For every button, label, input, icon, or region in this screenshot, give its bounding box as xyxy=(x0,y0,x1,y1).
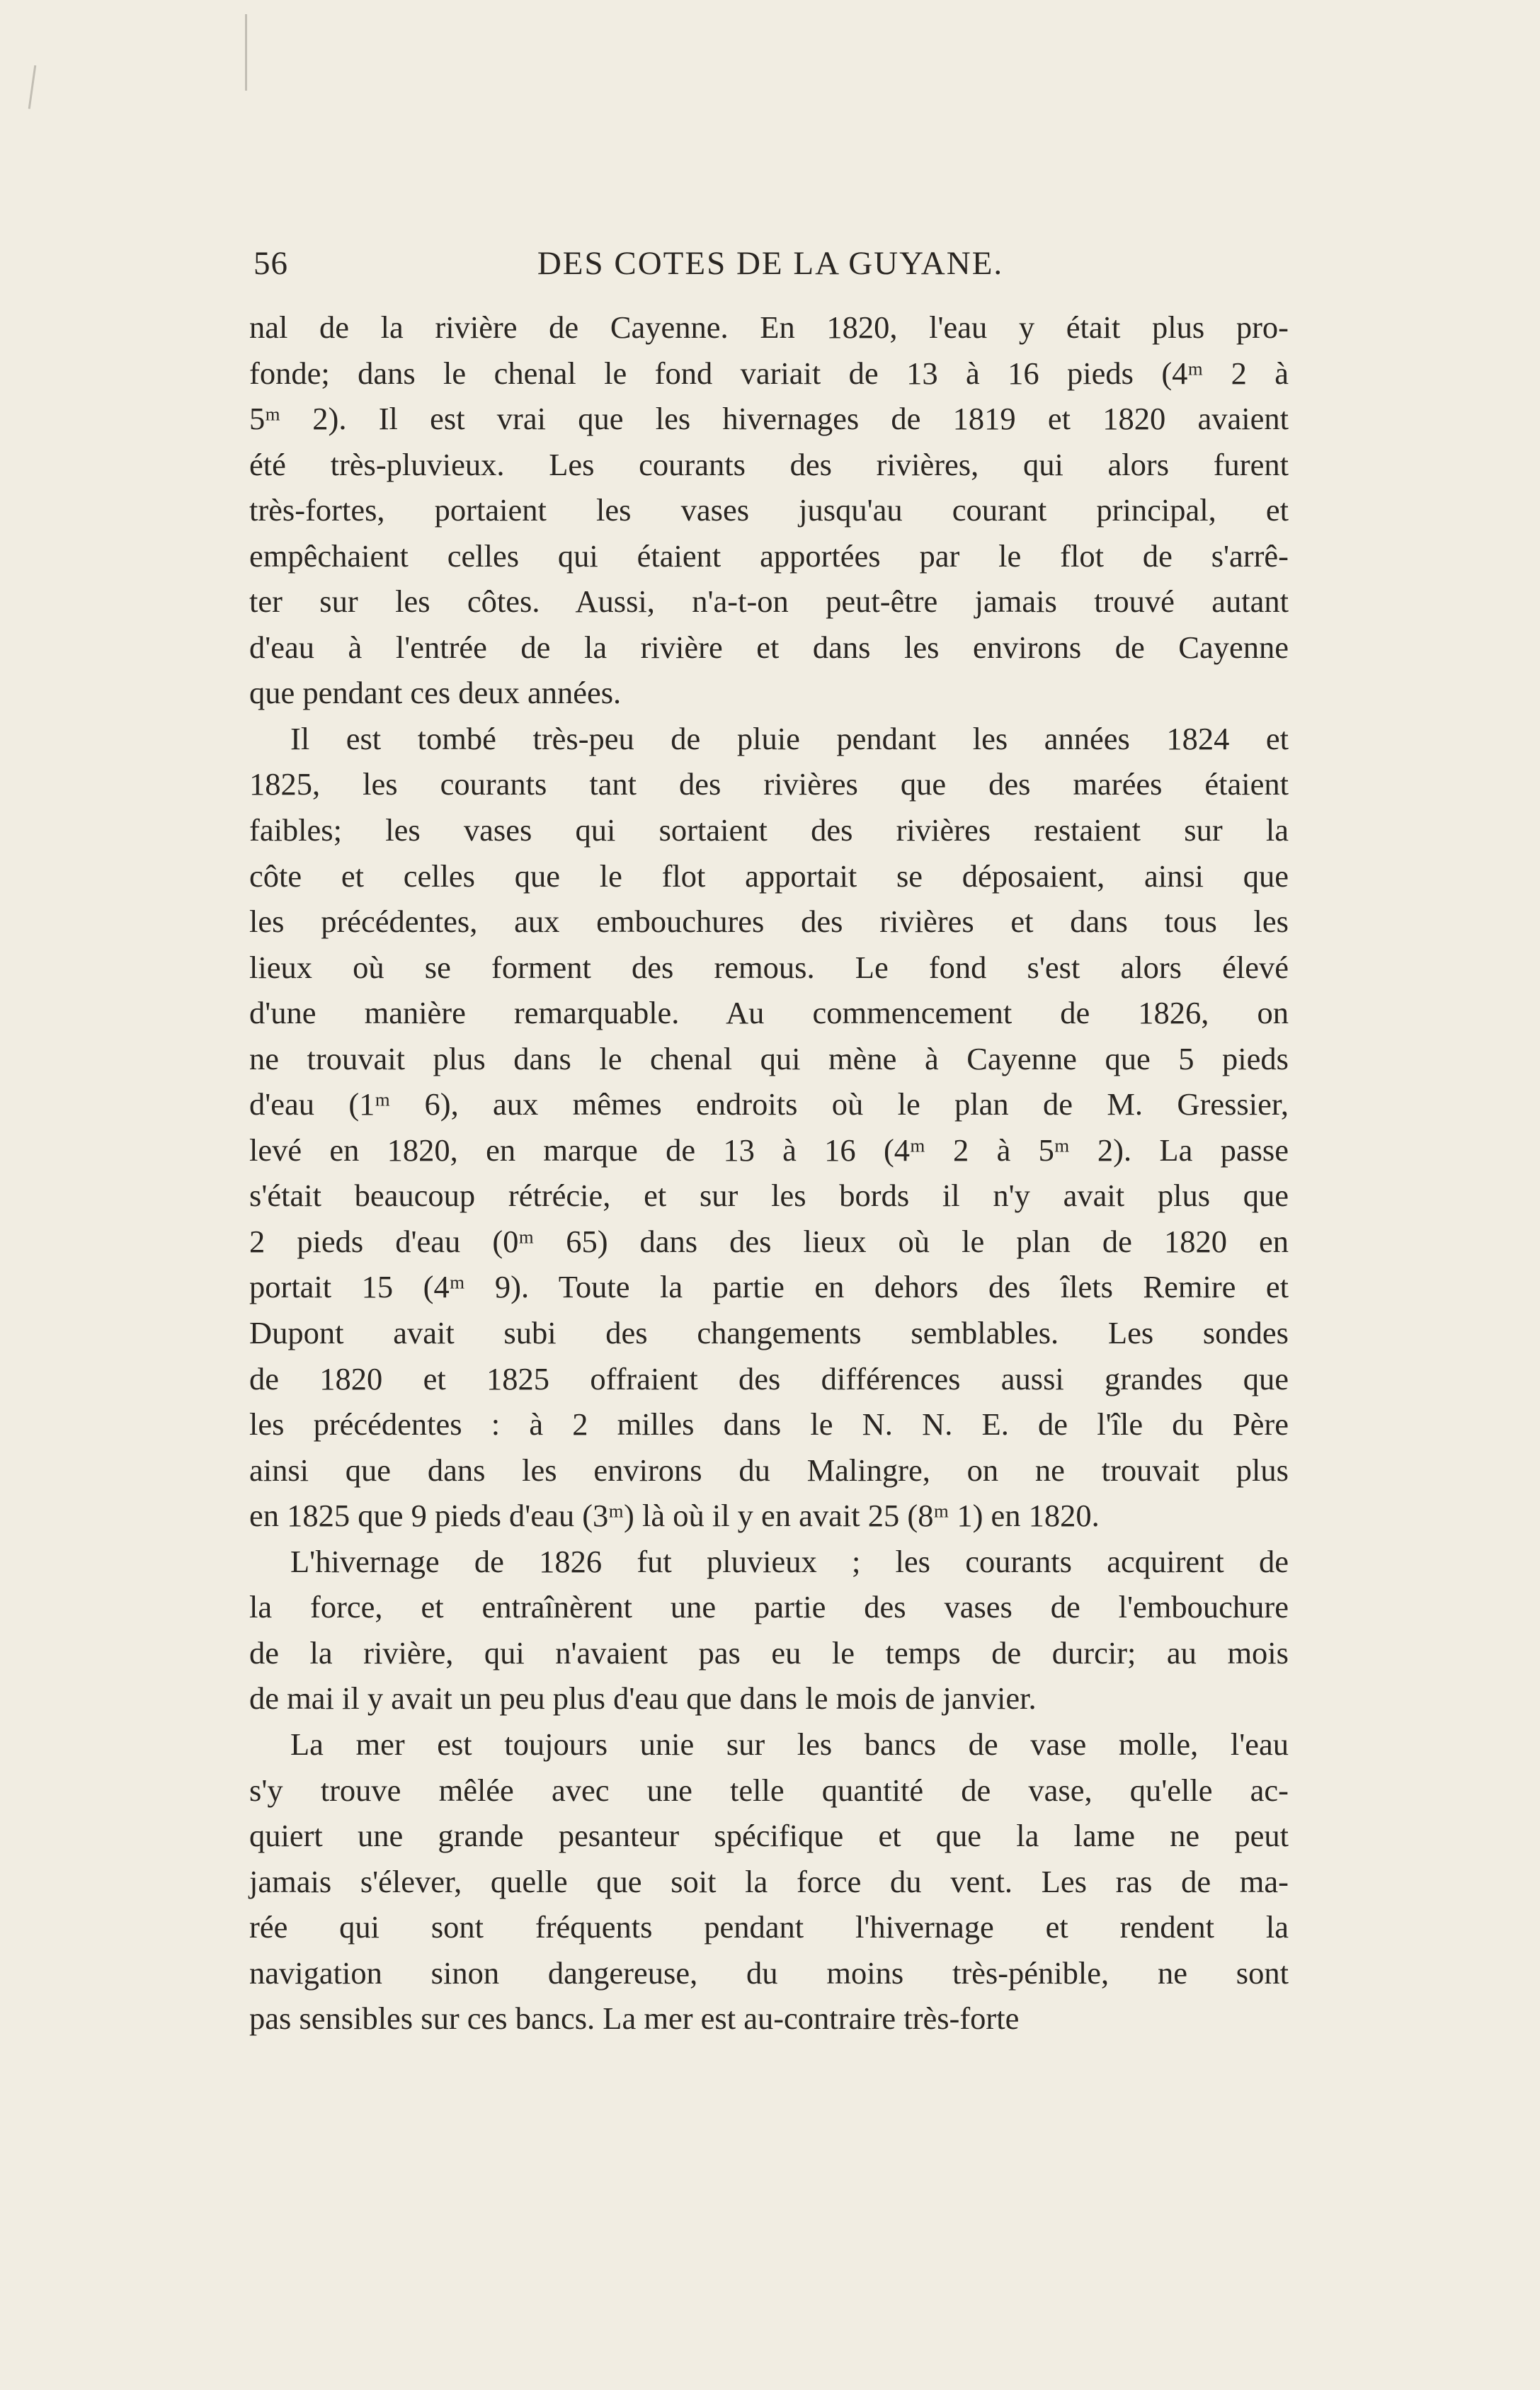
text-line: de 1820 et 1825 offraient des différences aussi grandes que xyxy=(249,1360,1289,1396)
text-line: côte et celles que le flot apportait se déposaient, ainsi que xyxy=(249,858,1289,894)
text-line: L'hivernage de 1826 fut pluvieux ; les courants acquirent de xyxy=(290,1543,1289,1579)
paragraph xyxy=(249,1722,1289,2042)
body-text xyxy=(249,305,1289,2042)
text-line: ter sur les côtes. Aussi, n'a-t-on peut-être jamais trouvé autant xyxy=(249,584,1289,620)
text-line: d'une manière remarquable. Au commencement de 1826, on xyxy=(249,995,1289,1031)
margin-mark-top xyxy=(245,14,247,91)
text-line: ne trouvait plus dans le chenal qui mène à Cayenne que 5 pieds xyxy=(249,1040,1289,1076)
running-title: DES COTES DE LA GUYANE. xyxy=(537,245,1004,282)
page-header xyxy=(253,238,1287,289)
paragraph xyxy=(249,305,1289,716)
text-line: d'eau (1ᵐ 6), aux mêmes endroits où le plan de M. Gressier, xyxy=(249,1086,1289,1122)
text-line: ainsi que dans les environs du Malingre, on ne trouvait plus xyxy=(249,1452,1289,1488)
text-line: 2 pieds d'eau (0ᵐ 65) dans des lieux où le plan de 1820 en xyxy=(249,1223,1289,1259)
text-line: d'eau à l'entrée de la rivière et dans les environs de Cayenne xyxy=(249,629,1289,665)
text-line: s'y trouve mêlée avec une telle quantité de vase, qu'elle ac- xyxy=(249,1772,1289,1808)
text-line: portait 15 (4ᵐ 9). Toute la partie en dehors des îlets Remire et xyxy=(249,1269,1289,1305)
text-line: les précédentes : à 2 milles dans le N. N. E. de l'île du Père xyxy=(249,1406,1289,1442)
page-number: 56 xyxy=(253,245,288,282)
text-line: Dupont avait subi des changements semblables. Les sondes xyxy=(249,1315,1289,1351)
text-line: la force, et entraînèrent une partie des vases de l'embouchure xyxy=(249,1589,1289,1625)
text-line: s'était beaucoup rétrécie, et sur les bords il n'y avait plus que xyxy=(249,1178,1289,1214)
text-line: été très-pluvieux. Les courants des rivières, qui alors furent xyxy=(249,446,1289,482)
text-line: faibles; les vases qui sortaient des rivières restaient sur la xyxy=(249,812,1289,848)
text-line: très-fortes, portaient les vases jusqu'au courant principal, et xyxy=(249,492,1289,528)
text-line: lieux où se forment des remous. Le fond s'est alors élevé xyxy=(249,949,1289,985)
text-line: les précédentes, aux embouchures des rivières et dans tous les xyxy=(249,904,1289,940)
text-line: rée qui sont fréquents pendant l'hivernage et rendent la xyxy=(249,1909,1289,1945)
text-line: levé en 1820, en marque de 13 à 16 (4ᵐ 2 à 5ᵐ 2). La passe xyxy=(249,1132,1289,1168)
text-line: en 1825 que 9 pieds d'eau (3ᵐ) là où il y en avait 25 (8ᵐ 1) en 1820. xyxy=(249,1498,1100,1534)
text-line: La mer est toujours unie sur les bancs de vase molle, l'eau xyxy=(290,1726,1289,1762)
text-line: de mai il y avait un peu plus d'eau que dans le mois de janvier. xyxy=(249,1680,1037,1717)
paragraph xyxy=(249,1539,1289,1722)
text-line: fonde; dans le chenal le fond variait de 13 à 16 pieds (4ᵐ 2 à xyxy=(249,355,1289,391)
text-line: nal de la rivière de Cayenne. En 1820, l'eau y était plus pro- xyxy=(249,309,1289,345)
text-line: 5ᵐ 2). Il est vrai que les hivernages de 1819 et 1820 avaient xyxy=(249,401,1289,437)
text-line: quiert une grande pesanteur spécifique et que la lame ne peut xyxy=(249,1818,1289,1854)
text-line: jamais s'élever, quelle que soit la force du vent. Les ras de ma- xyxy=(249,1863,1289,1899)
text-line: que pendant ces deux années. xyxy=(249,675,622,711)
text-line: pas sensibles sur ces bancs. La mer est au-contraire très-forte xyxy=(249,2001,1020,2037)
text-line: de la rivière, qui n'avaient pas eu le temps de durcir; au mois xyxy=(249,1634,1289,1671)
text-line: empêchaient celles qui étaient apportées par le flot de s'arrê- xyxy=(249,537,1289,574)
margin-mark-left xyxy=(28,65,37,109)
text-line: navigation sinon dangereuse, du moins très-pénible, ne sont xyxy=(249,1954,1289,1991)
paragraph xyxy=(249,716,1289,1539)
text-line: Il est tombé très-peu de pluie pendant les années 1824 et xyxy=(290,720,1289,756)
text-line: 1825, les courants tant des rivières que des marées étaient xyxy=(249,766,1289,802)
